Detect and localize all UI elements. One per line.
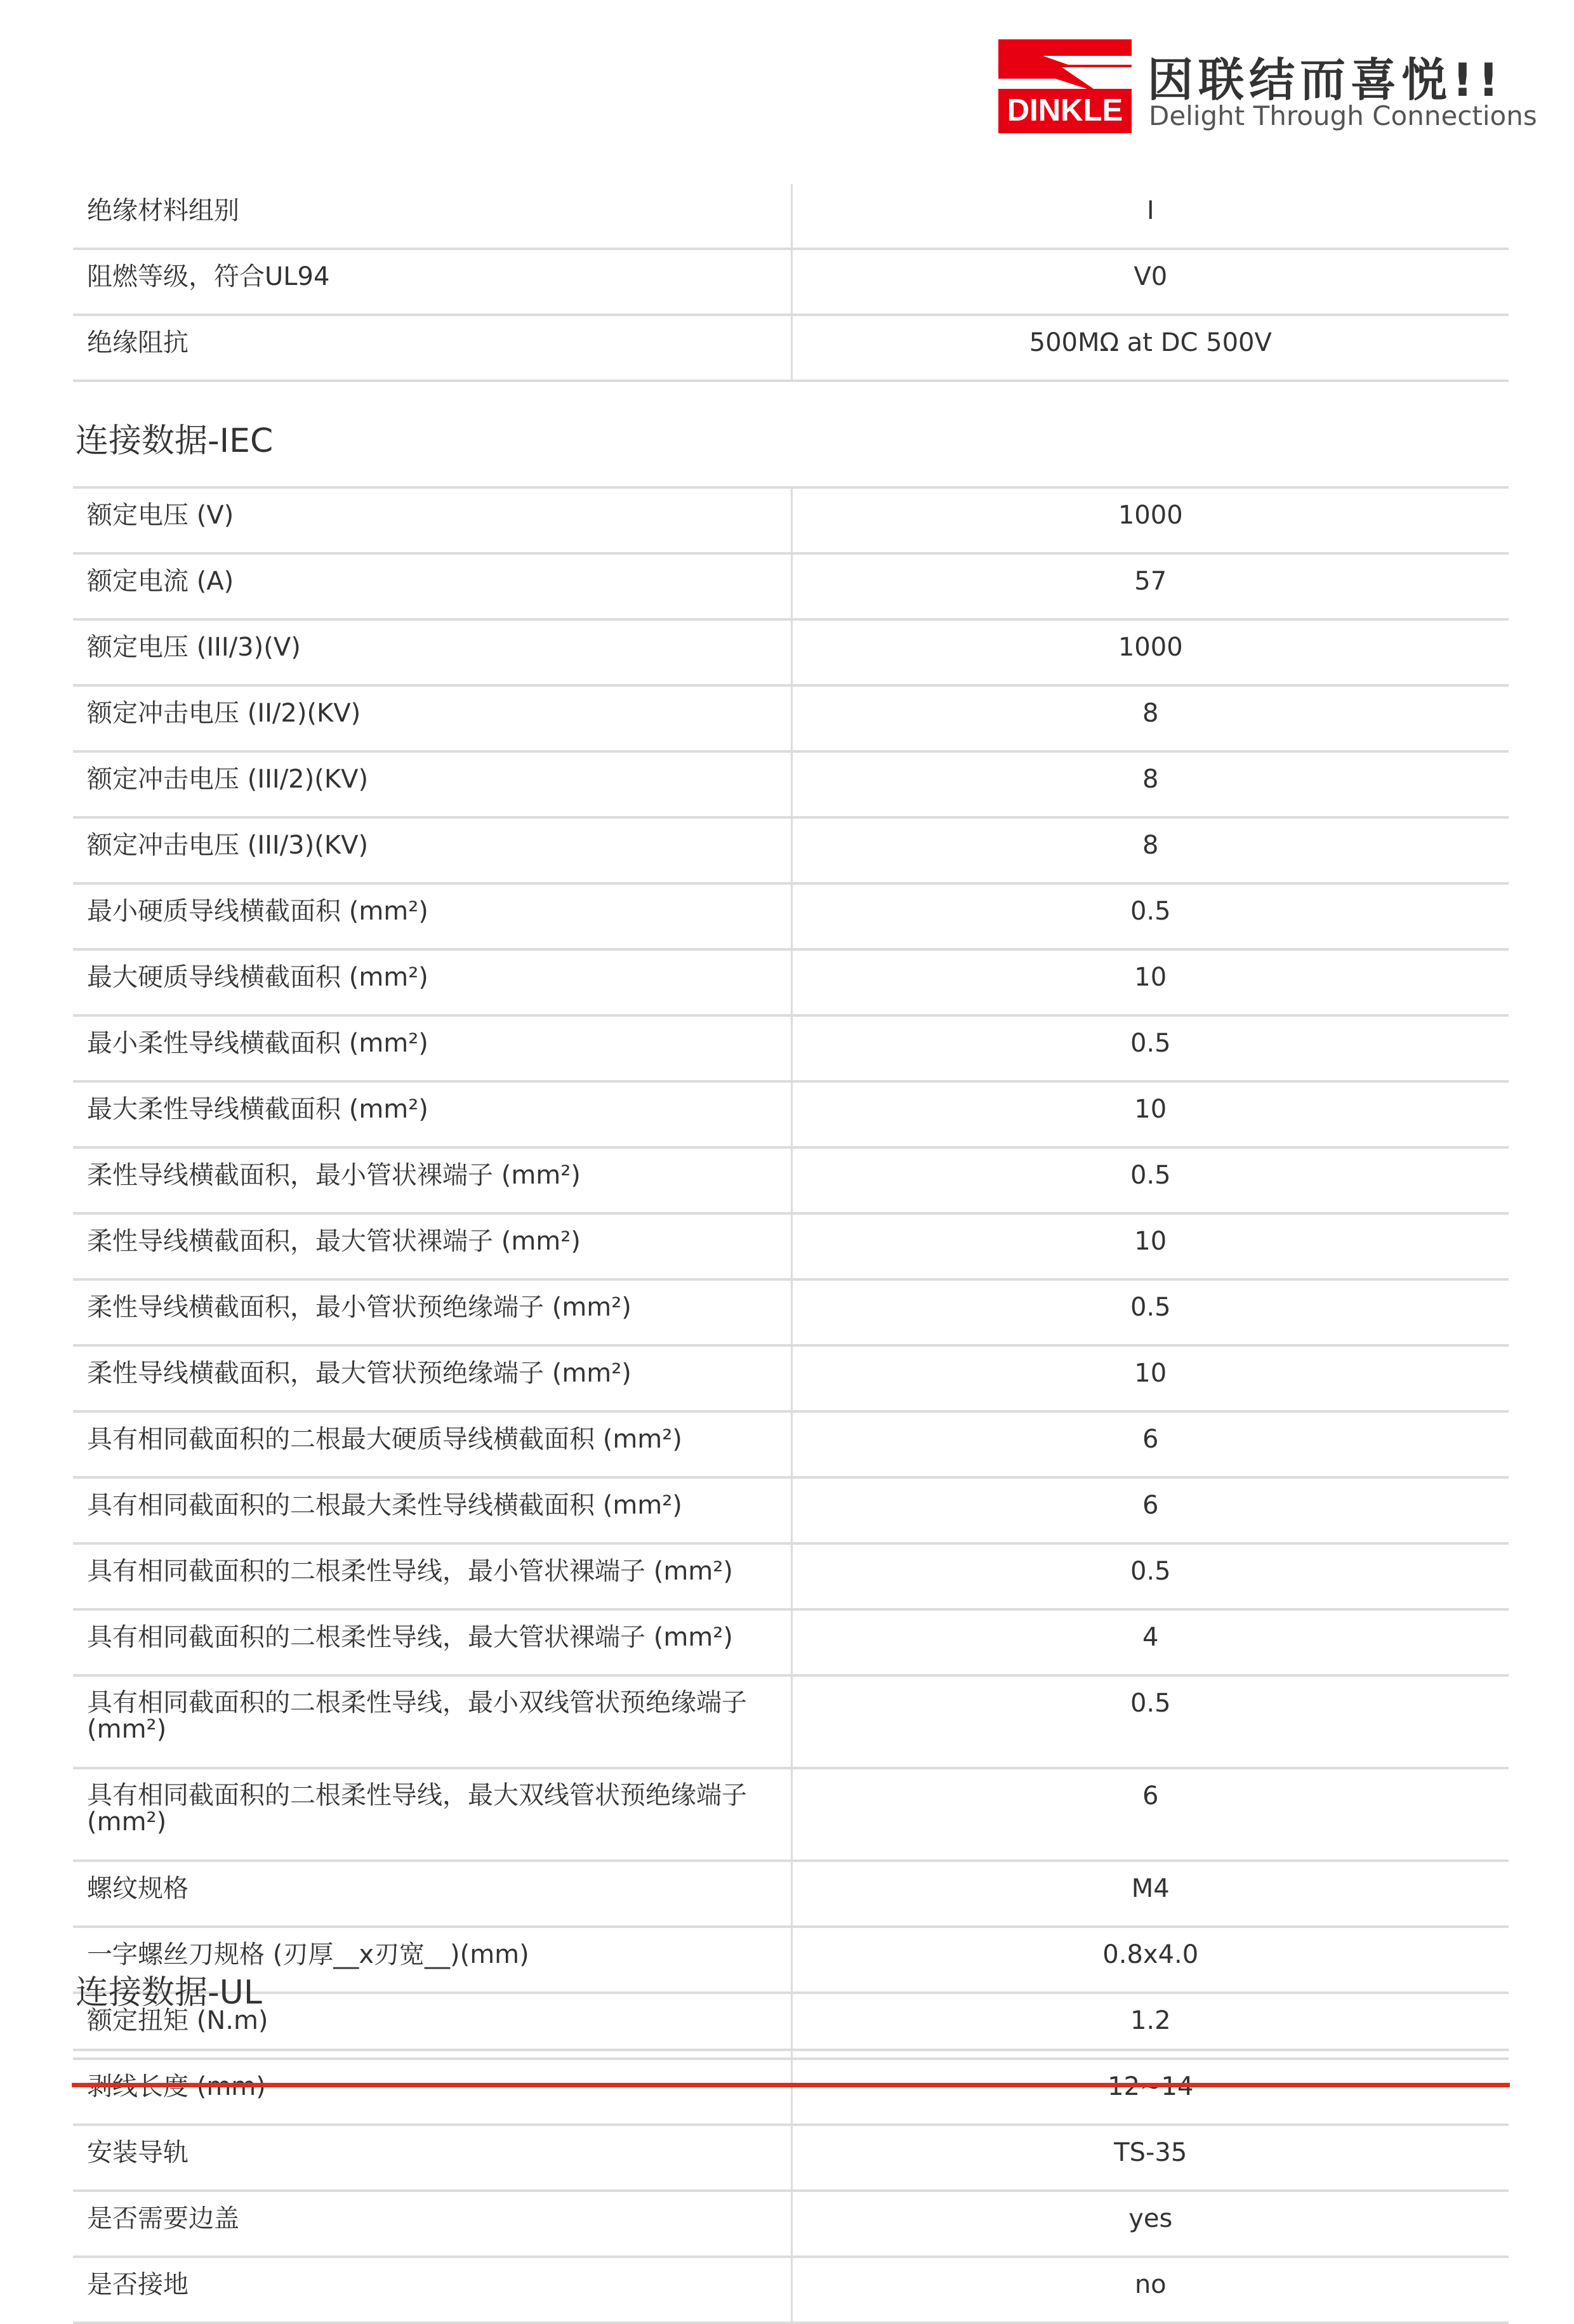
table-row <box>73 1081 1509 1147</box>
row-value: 500MΩ at DC 500V <box>791 315 1509 381</box>
row-label: 螺纹规格 <box>73 1861 791 1927</box>
row-value: M4 <box>791 1861 1509 1927</box>
row-label: 最大硬质导线横截面积 (mm²) <box>73 949 791 1015</box>
row-label <box>73 2059 791 2125</box>
row-label: 额定冲击电压 (III/2)(KV) <box>73 751 791 817</box>
table-row <box>73 553 1509 619</box>
table-row <box>73 1675 1509 1768</box>
row-label: 柔性导线横截面积，最小管状裸端子 (mm²) <box>73 1147 791 1213</box>
row-label: 安装导轨 <box>73 2125 791 2191</box>
row-label: 是否需要边盖 <box>73 2191 791 2257</box>
row-label: 是否接地 <box>73 2257 791 2323</box>
table-row <box>73 619 1509 685</box>
table-row <box>73 751 1509 817</box>
row-value: I <box>791 184 1509 249</box>
row-value: 0.5 <box>791 1279 1509 1345</box>
slogan-english: Delight Through Connections <box>1149 100 1537 131</box>
spec-content <box>73 184 1509 2324</box>
divider <box>73 2049 1509 2051</box>
row-value: 57 <box>791 553 1509 619</box>
row-value: 6 <box>791 1411 1509 1477</box>
row-value: 4 <box>791 1609 1509 1675</box>
row-value: 1000 <box>791 619 1509 685</box>
row-value: 10 <box>791 1345 1509 1411</box>
row-value: 10 <box>791 949 1509 1015</box>
table-row <box>73 1213 1509 1279</box>
table-row <box>73 817 1509 883</box>
row-value: 0.5 <box>791 1147 1509 1213</box>
table-row <box>73 249 1509 315</box>
table-row <box>73 315 1509 381</box>
row-value: 0.5 <box>791 883 1509 949</box>
row-value: no <box>791 2257 1509 2323</box>
row-value: 0.8x4.0 <box>791 1927 1509 1993</box>
row-label: 额定扭矩 (N.m) <box>73 1993 791 2059</box>
row-value: 0.5 <box>791 1543 1509 1609</box>
row-label: 柔性导线横截面积，最大管状裸端子 (mm²) <box>73 1213 791 1279</box>
row-value: 8 <box>791 751 1509 817</box>
table-row <box>73 1147 1509 1213</box>
table-row <box>73 1609 1509 1675</box>
row-label: 具有相同截面积的二根最大硬质导线横截面积 (mm²) <box>73 1411 791 1477</box>
row-label: 具有相同截面积的二根柔性导线，最大管状裸端子 (mm²) <box>73 1609 791 1675</box>
table-row <box>73 2059 1509 2125</box>
logo-text: DINKLE <box>1007 93 1123 128</box>
row-label: 绝缘材料组别 <box>73 184 791 249</box>
row-value: 1000 <box>791 487 1509 553</box>
row-value: 8 <box>791 685 1509 751</box>
row-label: 一字螺丝刀规格 (刃厚__x刃宽__)(mm) <box>73 1927 791 1993</box>
row-label: 额定电压 (III/3)(V) <box>73 619 791 685</box>
table-row <box>73 2257 1509 2323</box>
section-title-iec: 连接数据-IEC <box>76 422 274 460</box>
row-label: 阻燃等级，符合UL94 <box>73 249 791 315</box>
table-row <box>73 685 1509 751</box>
table-row <box>73 883 1509 949</box>
row-label: 最小柔性导线横截面积 (mm²) <box>73 1015 791 1081</box>
row-label: 额定冲击电压 (II/2)(KV) <box>73 685 791 751</box>
row-label: 具有相同截面积的二根柔性导线，最小双线管状预绝缘端子 (mm²) <box>73 1675 791 1768</box>
table-row <box>73 184 1509 249</box>
row-value <box>791 2059 1509 2125</box>
row-value: 6 <box>791 1477 1509 1543</box>
insulation-table <box>73 184 1509 382</box>
table-row <box>73 1411 1509 1477</box>
table-row <box>73 1345 1509 1411</box>
row-value: 6 <box>791 1768 1509 1861</box>
footer-red-rule <box>72 2083 1510 2087</box>
table-row <box>73 2191 1509 2257</box>
row-label: 额定电流 (A) <box>73 553 791 619</box>
row-label: 柔性导线横截面积，最大管状预绝缘端子 (mm²) <box>73 1345 791 1411</box>
page-header <box>998 39 1537 135</box>
row-label: 柔性导线横截面积，最小管状预绝缘端子 (mm²) <box>73 1279 791 1345</box>
row-value: V0 <box>791 249 1509 315</box>
row-label: 绝缘阻抗 <box>73 315 791 381</box>
row-value: 10 <box>791 1213 1509 1279</box>
table-row <box>73 1768 1509 1861</box>
table-row <box>73 2125 1509 2191</box>
row-value: 0.5 <box>791 1015 1509 1081</box>
row-value: 0.5 <box>791 1675 1509 1768</box>
row-label: 具有相同截面积的二根柔性导线，最大双线管状预绝缘端子 (mm²) <box>73 1768 791 1861</box>
table-row <box>73 1543 1509 1609</box>
table-row <box>73 1279 1509 1345</box>
row-label: 最小硬质导线横截面积 (mm²) <box>73 883 791 949</box>
row-label: 具有相同截面积的二根最大柔性导线横截面积 (mm²) <box>73 1477 791 1543</box>
row-value: 8 <box>791 817 1509 883</box>
table-row <box>73 949 1509 1015</box>
row-label: 额定电压 (V) <box>73 487 791 553</box>
table-row <box>73 1861 1509 1927</box>
row-label: 最大柔性导线横截面积 (mm²) <box>73 1081 791 1147</box>
table-row <box>73 1927 1509 1993</box>
table-row <box>73 1477 1509 1543</box>
row-value: TS-35 <box>791 2125 1509 2191</box>
dinkle-logo <box>998 39 1132 133</box>
row-label: 具有相同截面积的二根柔性导线，最小管状裸端子 (mm²) <box>73 1543 791 1609</box>
section-title-ul: 连接数据-UL <box>76 1974 262 2012</box>
slogan-chinese: 因联结而喜悦!! <box>1147 53 1504 107</box>
row-value: 1.2 <box>791 1993 1509 2059</box>
table-row <box>73 1015 1509 1081</box>
row-value: 10 <box>791 1081 1509 1147</box>
table-row <box>73 487 1509 553</box>
row-label: 额定冲击电压 (III/3)(KV) <box>73 817 791 883</box>
row-value: yes <box>791 2191 1509 2257</box>
